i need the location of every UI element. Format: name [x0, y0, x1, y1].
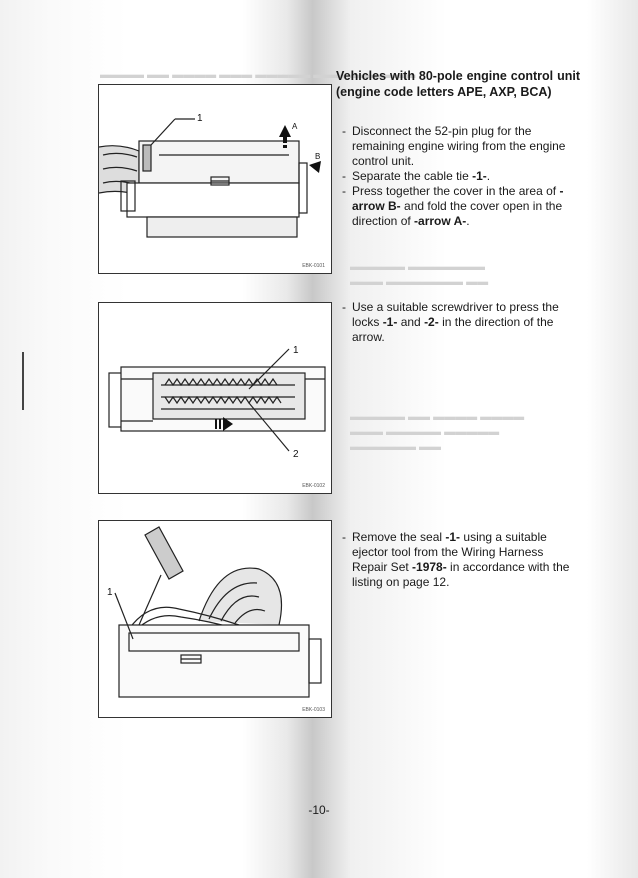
label-1: 1 [293, 345, 299, 356]
step-reference: -arrow A- [414, 214, 467, 228]
step-text: Disconnect the 52-pin plug for the remaining engine wiring from the engine control unit. [352, 124, 566, 168]
bleed-through-text: ▬▬▬▬ ▬▬ ▬▬▬▬ ▬▬▬ ▬▬▬▬▬ ▬▬▬ ▬▬▬▬▬▬ [100, 69, 416, 81]
step-text: . [466, 214, 470, 228]
figure-locks [98, 302, 332, 494]
label-arrow-b: B [315, 152, 321, 161]
step-text: and [397, 315, 425, 329]
steps-list-locks [342, 300, 580, 345]
step-text: using a suitable ejector tool from the Wiring Harness Repair Set [352, 530, 547, 574]
label-2: 2 [293, 449, 299, 460]
figure-seal-removal [98, 520, 332, 718]
step-reference: -1978- [412, 560, 447, 574]
seal-removal-illustration [99, 521, 331, 717]
step-reference: -1- [382, 315, 398, 329]
connector-locks-illustration [99, 303, 331, 493]
step-reference: -arrow B- [352, 184, 564, 213]
step-text: in accordance with the listing on page 12. [352, 560, 570, 589]
figure-code: EBK-0103 [302, 707, 325, 713]
step-text: . [486, 169, 491, 183]
bleed-through-text: ▬▬▬▬▬ ▬▬ ▬▬▬▬ ▬▬▬▬ ▬▬▬ ▬▬▬▬▬ ▬▬▬▬▬ ▬▬▬▬▬▬ ▬▬ [350, 411, 525, 453]
step-item [342, 300, 580, 345]
margin-mark [22, 352, 24, 410]
page-number: -10- [308, 803, 330, 817]
step-reference: -1- [445, 530, 461, 544]
step-text: Remove the seal [352, 530, 446, 544]
step-text: and fold the cover open in the direction of [352, 199, 563, 228]
label-1: 1 [197, 113, 203, 124]
steps-list-seal [342, 530, 580, 590]
step-reference: -1- [472, 169, 487, 183]
step-text: Use a suitable screwdriver to press the locks [352, 300, 559, 329]
step-item [342, 169, 580, 184]
figure-code: EBK-0102 [302, 483, 325, 489]
step-reference: -2- [424, 315, 439, 329]
step-item [342, 124, 580, 169]
step-text: Press together the cover in the area of [352, 184, 560, 198]
label-1: 1 [107, 587, 113, 598]
step-item [342, 530, 580, 590]
steps-list-cover [342, 124, 580, 229]
step-item [342, 184, 580, 229]
section-heading: Vehicles with 80-pole engine control unit (engine code letters APE, AXP, BCA) [336, 69, 580, 99]
connector-cover-illustration [99, 85, 331, 273]
label-arrow-a: A [292, 122, 298, 131]
figure-code: EBK-0101 [302, 263, 325, 269]
step-text: in the direction of the arrow. [352, 315, 554, 344]
bleed-through-text: ▬▬▬▬▬ ▬▬▬▬▬▬▬ ▬▬▬ ▬▬▬▬▬▬▬ ▬▬ [350, 261, 489, 288]
figure-cover-release [98, 84, 332, 274]
step-text: Separate the cable tie [352, 169, 473, 183]
